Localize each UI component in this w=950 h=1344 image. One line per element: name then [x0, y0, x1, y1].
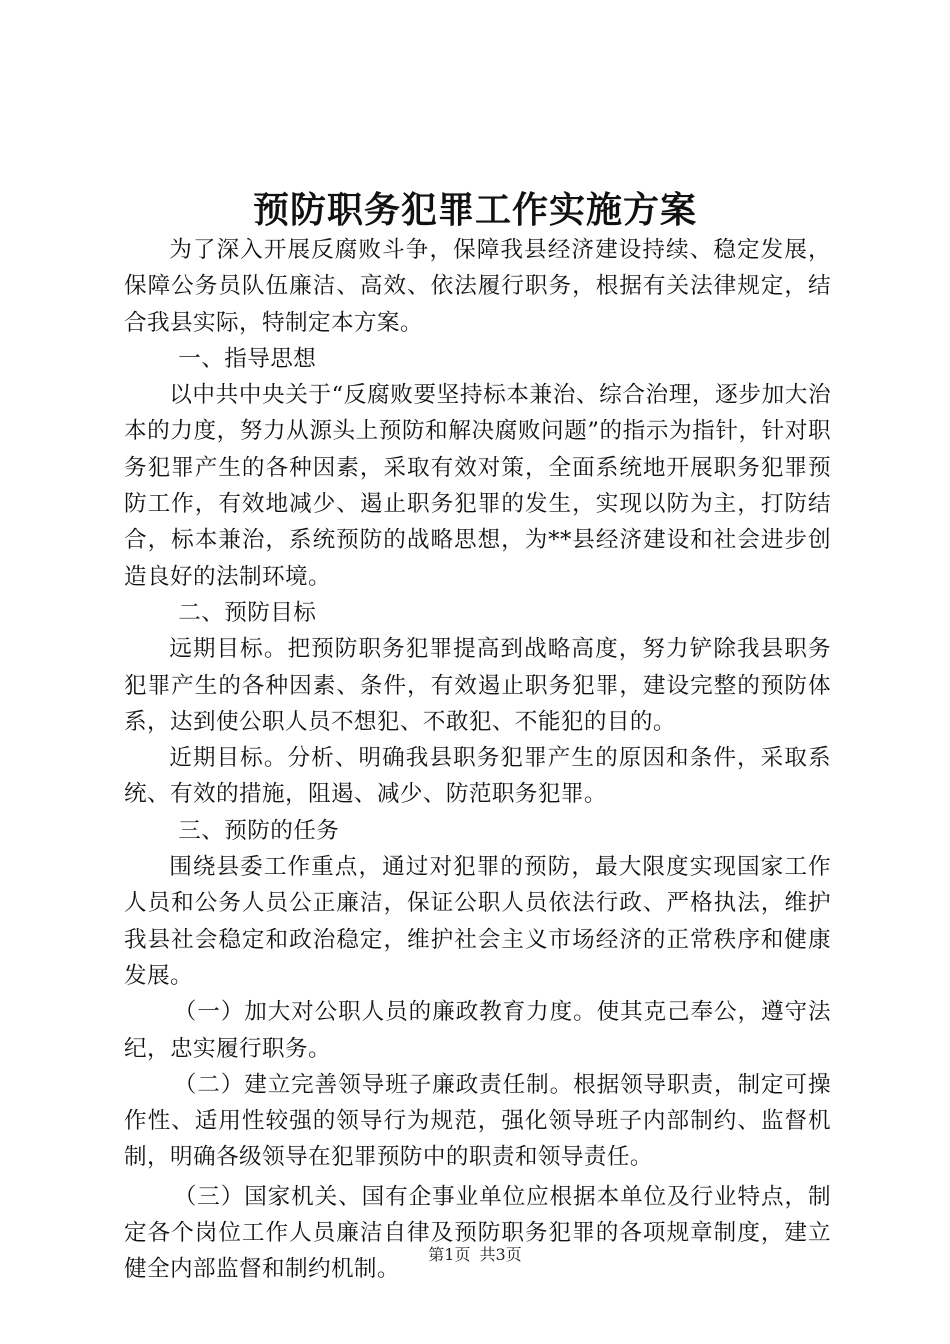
document-body: [124, 232, 831, 1288]
section-heading-prevention-tasks: 三、预防的任务: [178, 817, 340, 844]
long-term-goal-paragraph: 远期目标。把预防职务犯罪提高到战略高度，努力铲除我县职务犯罪产生的各种因素、条件，有效遏止职务犯罪，建设完整的预防体系，达到使公职人员不想犯、不敢犯、不能犯的目的。: [124, 636, 831, 735]
document-title: 预防职务犯罪工作实施方案: [252, 189, 697, 231]
section-heading-guiding-ideology: 一、指导思想: [178, 345, 317, 372]
guiding-ideology-paragraph: 以中共中央关于“反腐败要坚持标本兼治、综合治理，逐步加大治本的力度，努力从源头上预防和解决腐败问题”的指示为指针，针对职务犯罪产生的各种因素，采取有效对策，全面系统地开展职务犯罪预防工作，有效地减少、遏止职务犯罪的发生，实现以防为主，打防结合，标本兼治，系统预防的战略思想，为**县经济建设和社会进步创造良好的法制环境。: [124, 382, 831, 590]
page-number: 第1页: [428, 1245, 471, 1264]
page-footer: [0, 1244, 950, 1266]
short-term-goal-paragraph: 近期目标。分析、明确我县职务犯罪产生的原因和条件，采取系统、有效的措施，阻遏、减少、防范职务犯罪。: [124, 745, 831, 808]
prevention-tasks-paragraph: 围绕县委工作重点，通过对犯罪的预防，最大限度实现国家工作人员和公务人员公正廉洁，保证公职人员依法行政、严格执法，维护我县社会稳定和政治稳定，维护社会主义市场经济的正常秩序和健康发展。: [124, 854, 831, 989]
page-total: 共3页: [479, 1245, 522, 1264]
task-item-1: （一）加大对公职人员的廉政教育力度。使其克己奉公，遵守法纪，忠实履行职务。: [124, 999, 831, 1062]
section-heading-prevention-goals: 二、预防目标: [178, 599, 317, 626]
task-item-2: （二）建立完善领导班子廉政责任制。根据领导职责，制定可操作性、适用性较强的领导行为规范，强化领导班子内部制约、监督机制，明确各级领导在犯罪预防中的职责和领导责任。: [124, 1071, 831, 1171]
task-item-3: （三）国家机关、国有企事业单位应根据本单位及行业特点，制定各个岗位工作人员廉洁自律及预防职务犯罪的各项规章制度，建立健全内部监督和制约机制。: [124, 1183, 831, 1283]
intro-paragraph: 为了深入开展反腐败斗争，保障我县经济建设持续、稳定发展，保障公务员队伍廉洁、高效、依法履行职务，根据有关法律规定，结合我县实际，特制定本方案。: [124, 237, 831, 336]
